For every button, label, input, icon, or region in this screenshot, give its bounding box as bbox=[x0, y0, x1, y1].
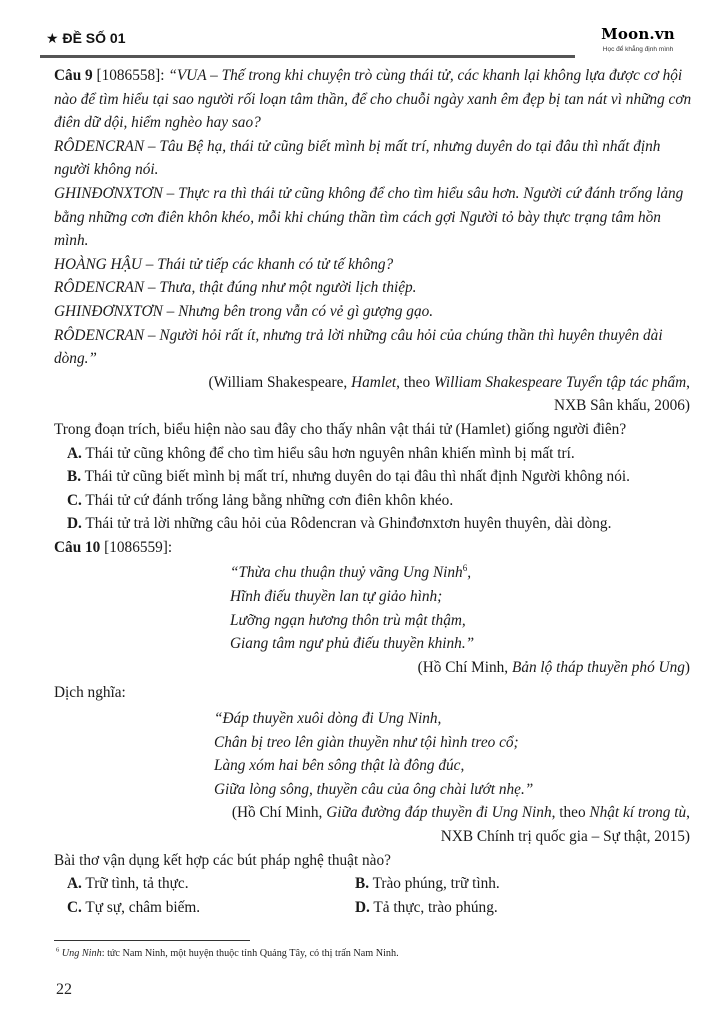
option-letter: C. bbox=[67, 491, 82, 509]
logo-tagline: Học để khẳng định mình bbox=[602, 46, 674, 53]
header-divider bbox=[40, 55, 575, 58]
citation-text: ) bbox=[684, 658, 690, 676]
page-content bbox=[54, 64, 694, 919]
citation-text: (Hồ Chí Minh, bbox=[417, 658, 512, 676]
question-code: [1086559]: bbox=[104, 538, 173, 556]
work-title: Giữa đường đáp thuyền đi Ung Ninh bbox=[326, 804, 552, 822]
translation-line: “Đáp thuyền xuôi dòng đi Ung Ninh, bbox=[214, 710, 442, 728]
option-text: Trào phúng, trữ tình. bbox=[369, 875, 500, 893]
poem-line: Lưỡng ngạn hương thôn trù mật thậm, bbox=[230, 611, 466, 629]
option-letter: D. bbox=[355, 898, 370, 916]
question-10-header bbox=[54, 536, 694, 560]
passage-paragraph: GHINĐƠNXTƠN – Nhưng bên trong vẫn có vẻ gì gượng gạo. bbox=[54, 302, 434, 320]
option-letter: B. bbox=[355, 875, 370, 893]
options-row bbox=[54, 872, 694, 896]
option-text: Tả thực, trào phúng. bbox=[369, 898, 498, 916]
option-text: Trữ tình, tả thực. bbox=[81, 875, 189, 893]
passage-paragraph: RÔDENCRAN – Người hỏi rất ít, nhưng trả lời những câu hỏi của chúng thần thì huyên thuyên dài dòng.” bbox=[54, 326, 663, 368]
answer-option[interactable] bbox=[54, 442, 694, 466]
question-9-prompt: Trong đoạn trích, biểu hiện nào sau đây cho thấy nhân vật thái tử (Hamlet) giống người điên? bbox=[54, 420, 627, 438]
question-code: [1086558]: bbox=[96, 67, 165, 84]
poem-source bbox=[54, 656, 694, 680]
answer-option[interactable] bbox=[67, 896, 355, 920]
option-text: Thái tử cứ đánh trống lảng bằng những cơn điên khôn khéo. bbox=[81, 491, 454, 509]
option-text: Thái tử trả lời những câu hỏi của Rôdencran và Ghinđơnxtơn huyên thuyên, dài dòng. bbox=[81, 515, 612, 533]
work-title: Hamlet bbox=[351, 373, 397, 391]
source-publisher: NXB Chính trị quốc gia – Sự thật, 2015) bbox=[440, 828, 690, 845]
passage-paragraph: RÔDENCRAN – Tâu Bệ hạ, thái tử cũng biết mình bị mất trí, nhưng duyên do tại đâu thì nhất định người không nói. bbox=[54, 137, 661, 179]
collection-title: Nhật kí trong tù bbox=[589, 804, 687, 822]
option-letter: C. bbox=[67, 898, 82, 916]
citation-text: (William Shakespeare, bbox=[208, 373, 352, 391]
option-text: Thái tử cũng biết mình bị mất trí, nhưng duyên do tại đâu thì nhất định Người không nói. bbox=[81, 468, 630, 486]
option-letter: A. bbox=[67, 875, 82, 893]
moon-logo: Moon.vn bbox=[601, 25, 675, 43]
citation-text: , theo bbox=[551, 804, 590, 822]
star-icon: ★ bbox=[46, 30, 59, 46]
work-title: Bản lộ tháp thuyền phó Ung bbox=[511, 658, 685, 676]
collection-title: William Shakespeare Tuyển tập tác phẩm bbox=[433, 373, 687, 391]
footnote-ref[interactable]: 6 bbox=[462, 563, 468, 574]
poem-line: Giang tâm ngư phủ điếu thuyền khinh.” bbox=[230, 635, 475, 653]
citation-text: , theo bbox=[396, 373, 434, 391]
footnote-marker: 6 bbox=[56, 946, 60, 954]
translation-label: Dịch nghĩa: bbox=[54, 684, 126, 702]
question-9-passage-line bbox=[54, 64, 694, 135]
passage-paragraph: RÔDENCRAN – Thưa, thật đúng như một người lịch thiệp. bbox=[54, 279, 417, 297]
footnote-divider bbox=[54, 940, 250, 941]
options-row bbox=[54, 896, 694, 920]
page-number: 22 bbox=[56, 981, 72, 998]
poem-text: “Thừa chu thuận thuỷ vãng Ung Ninh bbox=[230, 564, 463, 582]
answer-option[interactable] bbox=[54, 489, 694, 513]
translation-source bbox=[54, 801, 694, 825]
option-letter: A. bbox=[67, 444, 82, 462]
question-10-prompt: Bài thơ vận dụng kết hợp các bút pháp nghệ thuật nào? bbox=[54, 851, 391, 869]
translation-line: Chân bị treo lên giàn thuyền như tội hình treo cổ; bbox=[214, 733, 519, 751]
source-publisher: NXB Sân khấu, 2006) bbox=[554, 397, 690, 415]
footnote-term: Ung Ninh bbox=[61, 948, 102, 959]
footnote-text: : tức Nam Ninh, một huyện thuộc tỉnh Quảng Tây, có thị trấn Nam Ninh. bbox=[101, 948, 399, 959]
poem-punctuation: , bbox=[467, 564, 472, 582]
option-letter: D. bbox=[67, 515, 82, 533]
citation-text: , bbox=[686, 804, 690, 822]
question-label: Câu 10 bbox=[54, 538, 101, 556]
exam-title: ĐỀ SỐ 01 bbox=[62, 30, 126, 46]
translation-line: Giữa lòng sông, thuyền câu của ông chài lướt nhẹ.” bbox=[214, 780, 534, 798]
answer-option[interactable] bbox=[67, 872, 355, 896]
poem-line: Hĩnh điếu thuyền lan tự giảo hình; bbox=[230, 588, 443, 606]
translation-line: Làng xóm hai bên sông thật là đông đúc, bbox=[214, 757, 465, 775]
footnote bbox=[56, 948, 399, 959]
question-label: Câu 9 bbox=[54, 67, 93, 84]
answer-option[interactable] bbox=[54, 465, 694, 489]
answer-option[interactable] bbox=[355, 896, 643, 920]
passage-paragraph: GHINĐƠNXTƠN – Thực ra thì thái tử cũng không để cho tìm hiểu sâu hơn. Người cứ đánh trống lảng bằng những cơn điên khôn khéo, mỗi khi chúng thần tìm cách gợi Người tỏ bày thực trạng tâm hồn mình. bbox=[54, 184, 684, 250]
source-citation bbox=[54, 371, 694, 395]
option-text: Tự sự, châm biếm. bbox=[81, 898, 201, 916]
passage-paragraph: HOÀNG HẬU – Thái tử tiếp các khanh có tử tế không? bbox=[54, 255, 394, 273]
passage-paragraph: “VUA – Thế trong khi chuyện trò cùng thái tử, các khanh lại không lựa được cơ hội nào để tìm hiểu tại sao người rối loạn tâm thần, để cho chuỗi ngày xanh êm đẹp bị tan nát vì những cơn điên dữ dội, hiểm nghèo hay sao? bbox=[54, 67, 692, 132]
section-heading bbox=[46, 30, 125, 47]
answer-option[interactable] bbox=[355, 872, 643, 896]
citation-text: , bbox=[686, 373, 690, 391]
option-letter: B. bbox=[67, 468, 82, 486]
option-text: Thái tử cũng không để cho tìm hiểu sâu hơn nguyên nhân khiến mình bị mất trí. bbox=[81, 444, 575, 462]
poem-line bbox=[54, 561, 694, 585]
citation-text: (Hồ Chí Minh, bbox=[231, 804, 327, 822]
answer-option[interactable] bbox=[54, 512, 694, 536]
